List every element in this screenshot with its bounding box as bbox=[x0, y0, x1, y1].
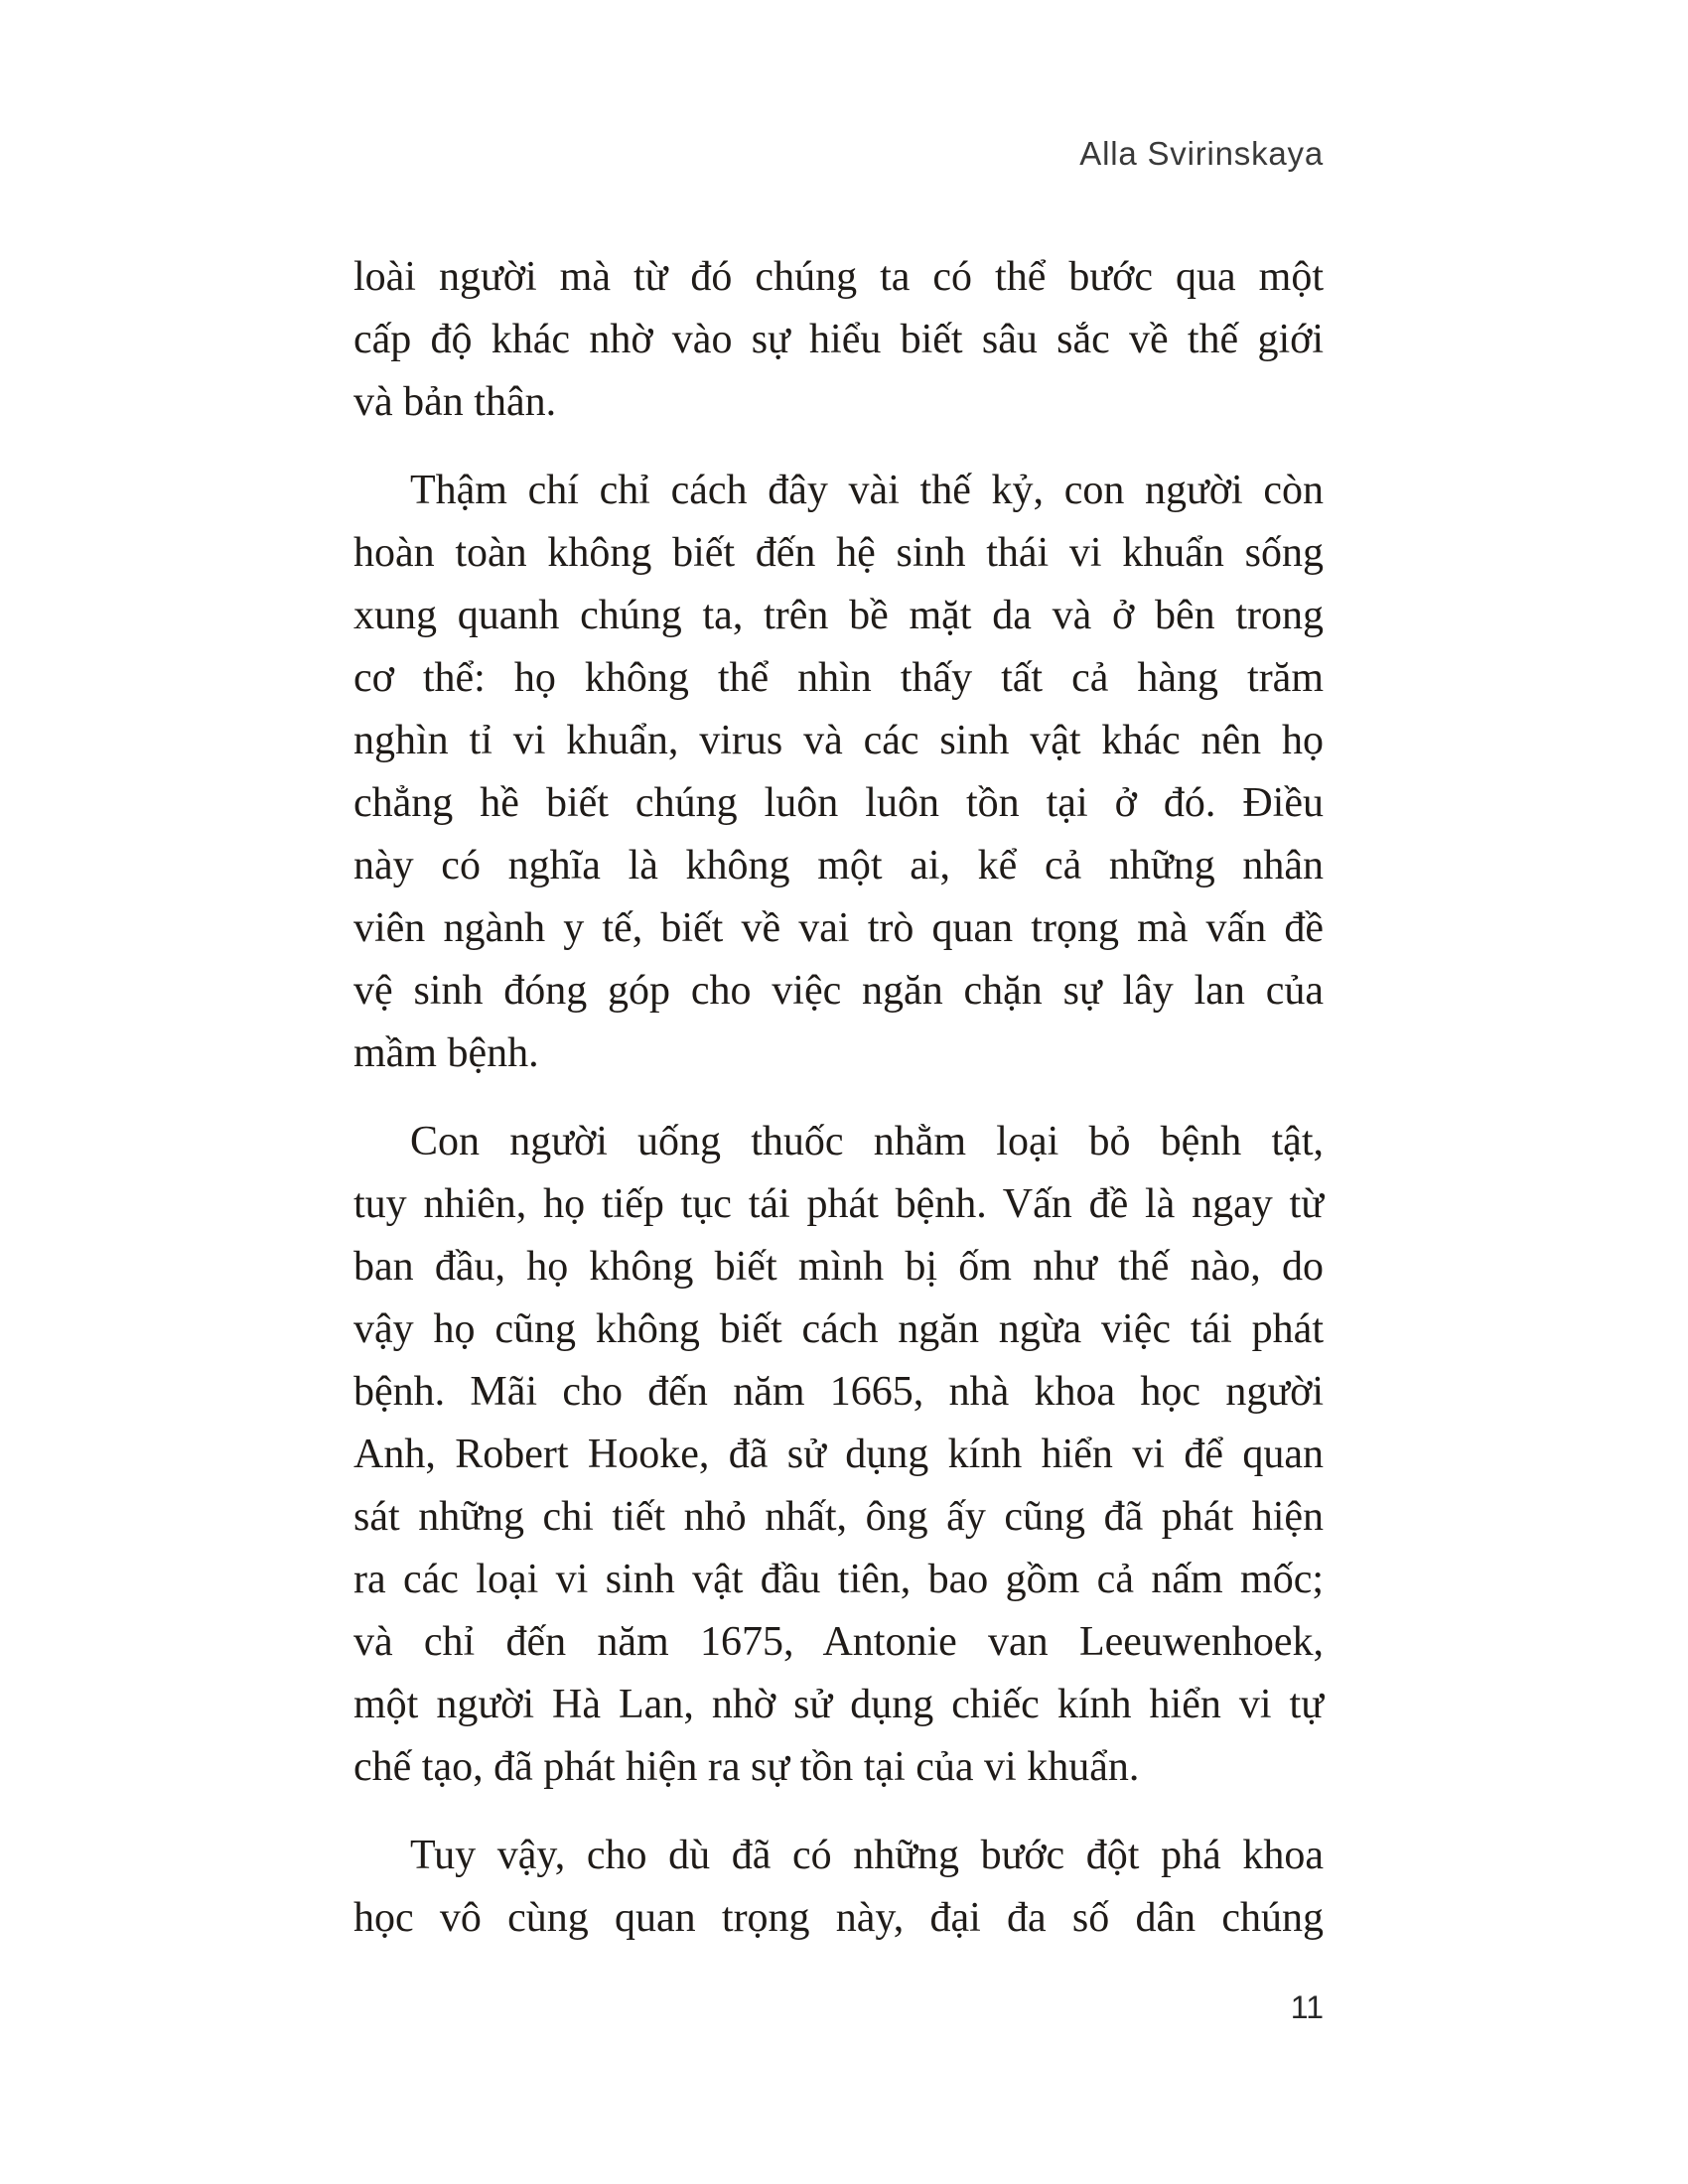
text-line: Anh, Robert Hooke, đã sử dụng kính hiển vi để quan bbox=[353, 1432, 1324, 1477]
text-line: Tuy vậy, cho dù đã có những bước đột phá khoa bbox=[410, 1833, 1324, 1878]
text-line: hoàn toàn không biết đến hệ sinh thái vi khuẩn sống bbox=[353, 530, 1324, 576]
text-line: một người Hà Lan, nhờ sử dụng chiếc kính hiển vi tự bbox=[353, 1682, 1324, 1727]
body-text-block bbox=[353, 246, 1324, 1950]
paragraph bbox=[353, 246, 1324, 434]
text-line: và chỉ đến năm 1675, Antonie van Leeuwenhoek, bbox=[353, 1619, 1324, 1665]
text-line: ban đầu, họ không biết mình bị ốm như thế nào, do bbox=[353, 1244, 1324, 1290]
text-line: tuy nhiên, họ tiếp tục tái phát bệnh. Vấn đề là ngay từ bbox=[353, 1181, 1324, 1227]
text-line: sát những chi tiết nhỏ nhất, ông ấy cũng đã phát hiện bbox=[353, 1494, 1324, 1540]
text-line: mầm bệnh. bbox=[353, 1030, 539, 1076]
text-line: Con người uống thuốc nhằm loại bỏ bệnh tật, bbox=[410, 1119, 1324, 1164]
page-number: 11 bbox=[1290, 1989, 1324, 2025]
text-line: vệ sinh đóng góp cho việc ngăn chặn sự lây lan của bbox=[353, 968, 1324, 1014]
text-line: này có nghĩa là không một ai, kể cả những nhân bbox=[353, 843, 1324, 888]
text-line: bệnh. Mãi cho đến năm 1665, nhà khoa học người bbox=[353, 1369, 1324, 1415]
text-line: xung quanh chúng ta, trên bề mặt da và ở bên trong bbox=[353, 593, 1324, 638]
paragraph bbox=[353, 1111, 1324, 1799]
text-line: cấp độ khác nhờ vào sự hiểu biết sâu sắc về thế giới bbox=[353, 317, 1324, 362]
running-header-author: Alla Svirinskaya bbox=[1079, 135, 1324, 172]
paragraph bbox=[353, 460, 1324, 1085]
text-line: chế tạo, đã phát hiện ra sự tồn tại của vi khuẩn. bbox=[353, 1744, 1140, 1790]
text-line: nghìn tỉ vi khuẩn, virus và các sinh vật khác nên họ bbox=[353, 718, 1324, 763]
text-line: cơ thể: họ không thể nhìn thấy tất cả hàng trăm bbox=[353, 655, 1324, 701]
text-line: Thậm chí chỉ cách đây vài thế kỷ, con người còn bbox=[410, 468, 1324, 513]
text-line: học vô cùng quan trọng này, đại đa số dân chúng bbox=[353, 1895, 1324, 1941]
text-line: ra các loại vi sinh vật đầu tiên, bao gồm cả nấm mốc; bbox=[353, 1557, 1324, 1602]
text-line: viên ngành y tế, biết về vai trò quan trọng mà vấn đề bbox=[353, 905, 1324, 951]
text-line: và bản thân. bbox=[353, 379, 557, 425]
text-line: vậy họ cũng không biết cách ngăn ngừa việc tái phát bbox=[353, 1306, 1324, 1352]
text-line: chẳng hề biết chúng luôn luôn tồn tại ở đó. Điều bbox=[353, 780, 1324, 826]
paragraph bbox=[353, 1825, 1324, 1950]
text-line: loài người mà từ đó chúng ta có thể bước qua một bbox=[353, 254, 1324, 300]
